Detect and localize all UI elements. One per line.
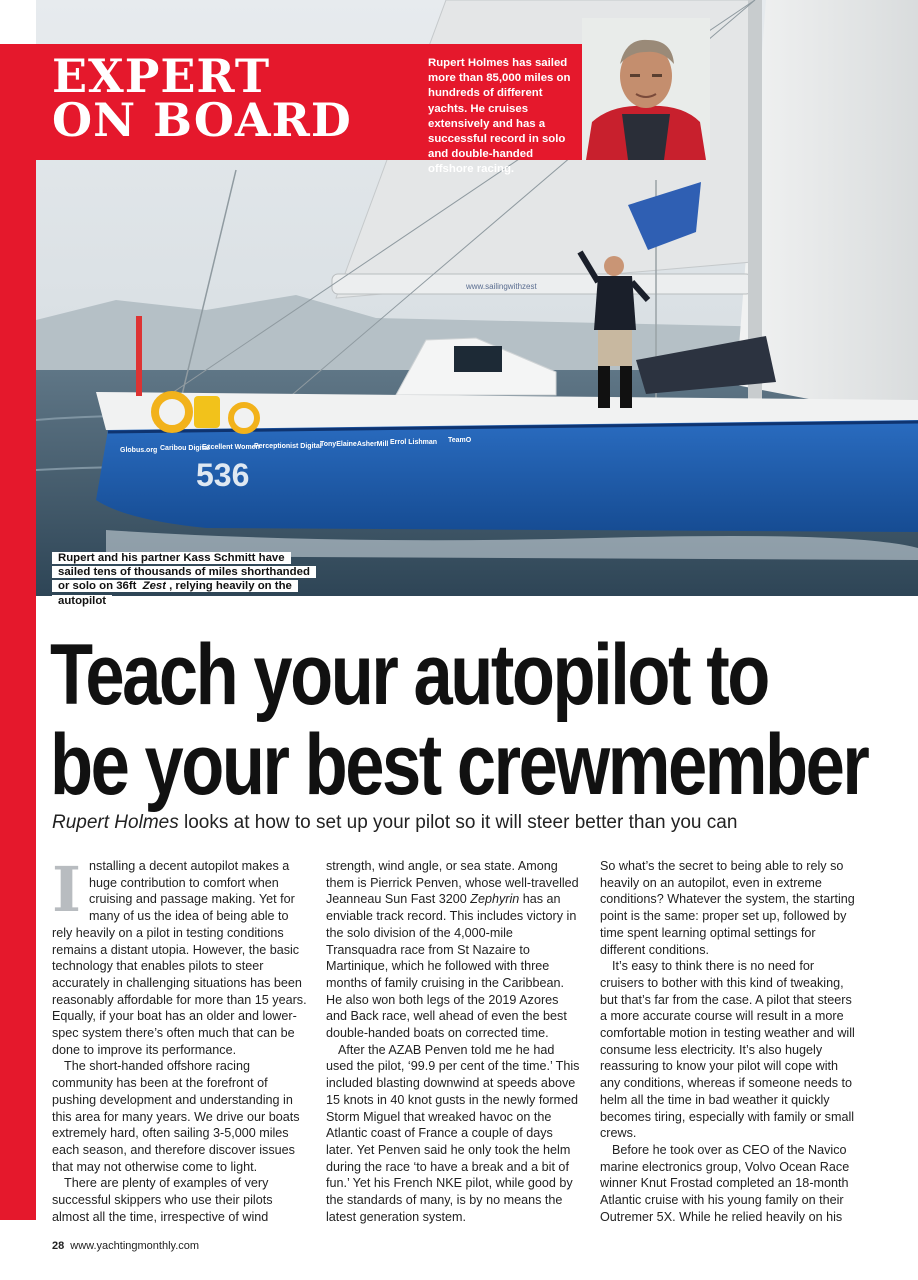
boom-text: www.sailingwithzest <box>466 282 537 291</box>
sponsor-label: Errol Lishman <box>390 439 438 446</box>
body-paragraph <box>52 853 308 1058</box>
author-portrait-illustration <box>582 18 710 160</box>
headline-line: Teach your autopilot to <box>50 627 768 723</box>
headline-line: be your best crewmember <box>50 717 868 813</box>
sponsor-label: Perceptionist Digital <box>254 443 322 450</box>
body-paragraph: The short-handed offshore racing community has been at the forefront of pushing development and understanding in this area for many years. We drive our boats extremely hard, often sailing 3-5,000 miles each season, and therefore discover issues that may not otherwise come to light. <box>52 1059 300 1174</box>
body-paragraph: Before he took over as CEO of the Navico marine electronics group, Volvo Ocean Race winner Knut Frostad completed an 18-month Atlantic cruise with his young family on their Outremer 5X. While he relied heavily on his <box>600 1142 850 1224</box>
body-paragraph: So what’s the secret to being able to rely so heavily on an autopilot, even in extreme conditions? Whatever the system, the starting point is the same: proper set up, followed by time spent learning optimal settings for different conditions. <box>600 859 855 957</box>
page-footer <box>52 1240 199 1252</box>
standfirst-text: looks at how to set up your pilot so it will steer better than you can <box>178 812 738 833</box>
sponsor-label: Globus.org <box>120 447 158 454</box>
article-headline <box>50 627 868 813</box>
article-body <box>52 853 900 1230</box>
body-paragraph: After the AZAB Penven told me he had used the pilot, ‘99.9 per cent of the time.’ This included blasting downwind at speeds above 15 knots in 40 knot gusts in the newly formed Storm Miguel that wreaked havoc on the Atlantic coast of France a couple of days later. Yet Penven said he only took the helm during the race ‘to have a break and a bit of fun.’ Yet his French NKE pilot, while good by the standards of many, is by no means the latest generation system. <box>326 1042 580 1224</box>
sponsor-label: TonyElaineAsherMill <box>320 441 389 448</box>
left-red-stripe <box>0 44 36 1220</box>
sponsor-label: TeamO <box>448 437 472 444</box>
body-paragraph: There are plenty of examples of very successful skippers who use their pilots almost all the time, irrespective of wind <box>52 1176 273 1224</box>
caption-boat-name: Zest <box>142 580 167 593</box>
website-url: www.yachtingmonthly.com <box>70 1240 200 1252</box>
page-number: 28 <box>52 1240 65 1252</box>
sponsor-label: Excellent Women <box>202 444 260 451</box>
body-text: has an enviable track record. This includes victory in the solo division of the 4,000-mile Transquadra race from St Nazaire to Martinique, which he followed with three months of family cruising in the Caribbean. He also won both legs of the 2019 Azores and Back race, well ahead of even the best double-handed boats on corrected time. <box>326 892 577 1041</box>
section-title-line: EXPERT <box>52 49 271 103</box>
masthead-panel <box>0 44 582 176</box>
caption-text: Rupert and his partner Kass Schmitt have sailed tens of thousands of miles shorthanded or solo on 36ft <box>55 552 313 592</box>
body-paragraph: It’s easy to think there is no need for cruisers to bother with this kind of tweaking, but that’s far from the case. A pilot that steers a more accurate course will result in a more comfortable motion in testing weather and will consume less electricity. It’s also hugely reassuring to know your pilot will cope with any conditions, whereas if someone needs to helm all the time in bad weather it quickly becomes tiring, especially with family or small crews. <box>600 959 855 1141</box>
body-text: strength, wind angle, or sea state. Among them is Pierrick Penven, whose well-travelled Jeanneau Sun Fast 3200 <box>326 859 579 907</box>
column-2 <box>326 858 582 1230</box>
section-title <box>52 49 352 147</box>
section-title-line: ON BOARD <box>52 93 352 147</box>
photo-caption <box>52 551 314 608</box>
drop-cap: I <box>52 853 82 926</box>
sponsor-label: Caribou Digital <box>160 445 210 452</box>
caption-text: , relying heavily on the autopilot <box>55 580 295 606</box>
author-bio: Rupert Holmes has sailed more than 85,000 miles on hundreds of different yachts. He cruises extensively and has a successful record in solo and double-handed offshore racing. <box>428 57 571 176</box>
author-portrait <box>582 18 710 160</box>
standfirst-author: Rupert Holmes <box>52 812 179 833</box>
body-paragraph <box>326 858 582 1042</box>
hull-number: 536 <box>196 457 250 493</box>
body-text: nstalling a decent autopilot makes a huge contribution to comfort when cruising and passage making. Yet for many of us the idea of being able to rely heavily on a pilot in testing conditions remains a distant utopia. However, the basic technology that enables pilots to steer accurately in challenging situations has been reasonably affordable for more than 15 years. Equally, if your boat has an older and lower-spec system there’s often much that can be done to improve its performance. <box>52 859 307 1057</box>
column-1 <box>52 853 308 1230</box>
standfirst <box>52 812 737 834</box>
column-3 <box>600 858 856 1230</box>
boat-name: Zephyrin <box>470 892 520 907</box>
